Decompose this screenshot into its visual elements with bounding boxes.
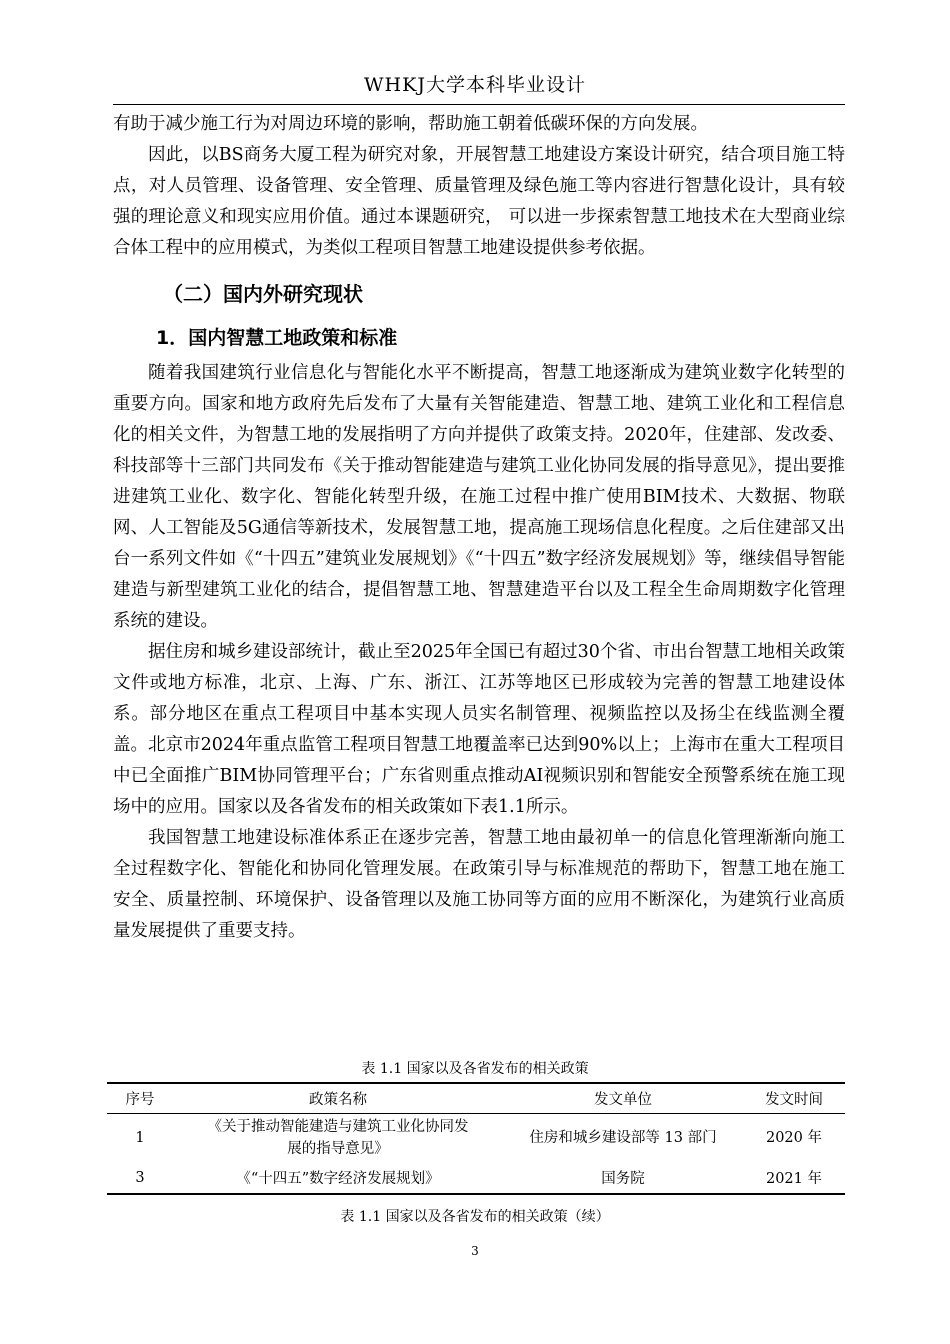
- cell-no: 3: [107, 1162, 173, 1194]
- table-caption: 表 1.1 国家以及各省发布的相关政策: [361, 1061, 589, 1077]
- header-cell-no: 序号: [107, 1083, 173, 1114]
- table-row: [107, 1162, 845, 1194]
- table-caption-continued: 表 1.1 国家以及各省发布的相关政策（续）: [340, 1209, 610, 1225]
- paragraph-5: 我国智慧工地建设标准体系正在逐步完善，智慧工地由最初单一的信息化管理渐渐向施工全过程数字化、智能化和协同化管理发展。在政策引导与标准规范的帮助下，智慧工地在施工安全、质量控制、环境保护、设备管理以及施工协同等方面的应用不断深化，为建筑行业高质量发展提供了重要支持。: [113, 828, 845, 941]
- header-divider: [113, 104, 845, 105]
- subsection-heading: 1．国内智慧工地政策和标准: [156, 327, 398, 349]
- paragraph-3: 随着我国建筑行业信息化与智能化水平不断提高，智慧工地逐渐成为建筑业数字化转型的重要方向。国家和地方政府先后发布了大量有关智能建造、智慧工地、建筑工业化和工程信息化的相关文件，为智慧工地的发展指明了方向并提供了政策支持。2020年，住建部、发改委、科技部等十三部门共同发布《关于推动智能建造与建筑工业化协同发展的指导意见》，提出要推进建筑工业化、数字化、智能化转型升级，在施工过程中推广使用BIM技术、大数据、物联网、人工智能及5G通信等新技术，发展智慧工地，提高施工现场信息化程度。之后住建部又出台一系列文件如《“十四五”建筑业发展规划》《“十四五”数字经济发展规划》等，继续倡导智能建造与新型建筑工业化的结合，提倡智慧工地、智慧建造平台以及工程全生命周期数字化管理系统的建设。: [113, 363, 845, 631]
- section-heading: （二）国内外研究现状: [163, 282, 363, 306]
- policy-table: [107, 1082, 845, 1195]
- cell-name-line2: 展的指导意见》: [287, 1141, 389, 1157]
- cell-name: 《“十四五”数字经济发展规划》: [173, 1162, 503, 1194]
- cell-no: 1: [135, 1130, 145, 1146]
- cell-name-line1: 《关于推动智能建造与建筑工业化协同发: [207, 1119, 469, 1135]
- cell-unit: 住房和城乡建设部等 13 部门: [529, 1130, 717, 1146]
- document-body: [113, 109, 845, 947]
- paragraph-1: 有助于减少施工行为对周边环境的影响，帮助施工朝着低碳环保的方向发展。: [113, 114, 708, 134]
- table-row: [107, 1114, 845, 1163]
- cell-date: 2020 年: [765, 1130, 822, 1146]
- cell-name: [173, 1114, 503, 1163]
- page-header-title: WHKJ大学本科毕业设计: [364, 74, 586, 96]
- cell-date: 2021 年: [743, 1162, 845, 1194]
- paragraph-2: 因此，以BS商务大厦工程为研究对象，开展智慧工地建设方案设计研究，结合项目施工特点，对人员管理、设备管理、安全管理、质量管理及绿色施工等内容进行智慧化设计，具有较强的理论意义和现实应用价值。通过本课题研究， 可以进一步探索智慧工地技术在大型商业综合体工程中的应用模式，为类似工程项目智慧工地建设提供参考依据。: [113, 145, 845, 258]
- page-number: 3: [471, 1244, 479, 1258]
- header-cell-unit: 发文单位: [503, 1083, 743, 1114]
- header-cell-name: 政策名称: [173, 1083, 503, 1114]
- table-header-row: [107, 1083, 845, 1114]
- cell-unit: 国务院: [503, 1162, 743, 1194]
- header-cell-date: 发文时间: [743, 1083, 845, 1114]
- paragraph-4: 据住房和城乡建设部统计，截止至2025年全国已有超过30个省、市出台智慧工地相关政策文件或地方标准，北京、上海、广东、浙江、江苏等地区已形成较为完善的智慧工地建设体系。部分地区在重点工程项目中基本实现人员实名制管理、视频监控以及扬尘在线监测全覆盖。北京市2024年重点监管工程项目智慧工地覆盖率已达到90%以上；上海市在重大工程项目中已全面推广BIM协同管理平台；广东省则重点推动AI视频识别和智能安全预警系统在施工现场中的应用。国家以及各省发布的相关政策如下表1.1所示。: [113, 642, 845, 817]
